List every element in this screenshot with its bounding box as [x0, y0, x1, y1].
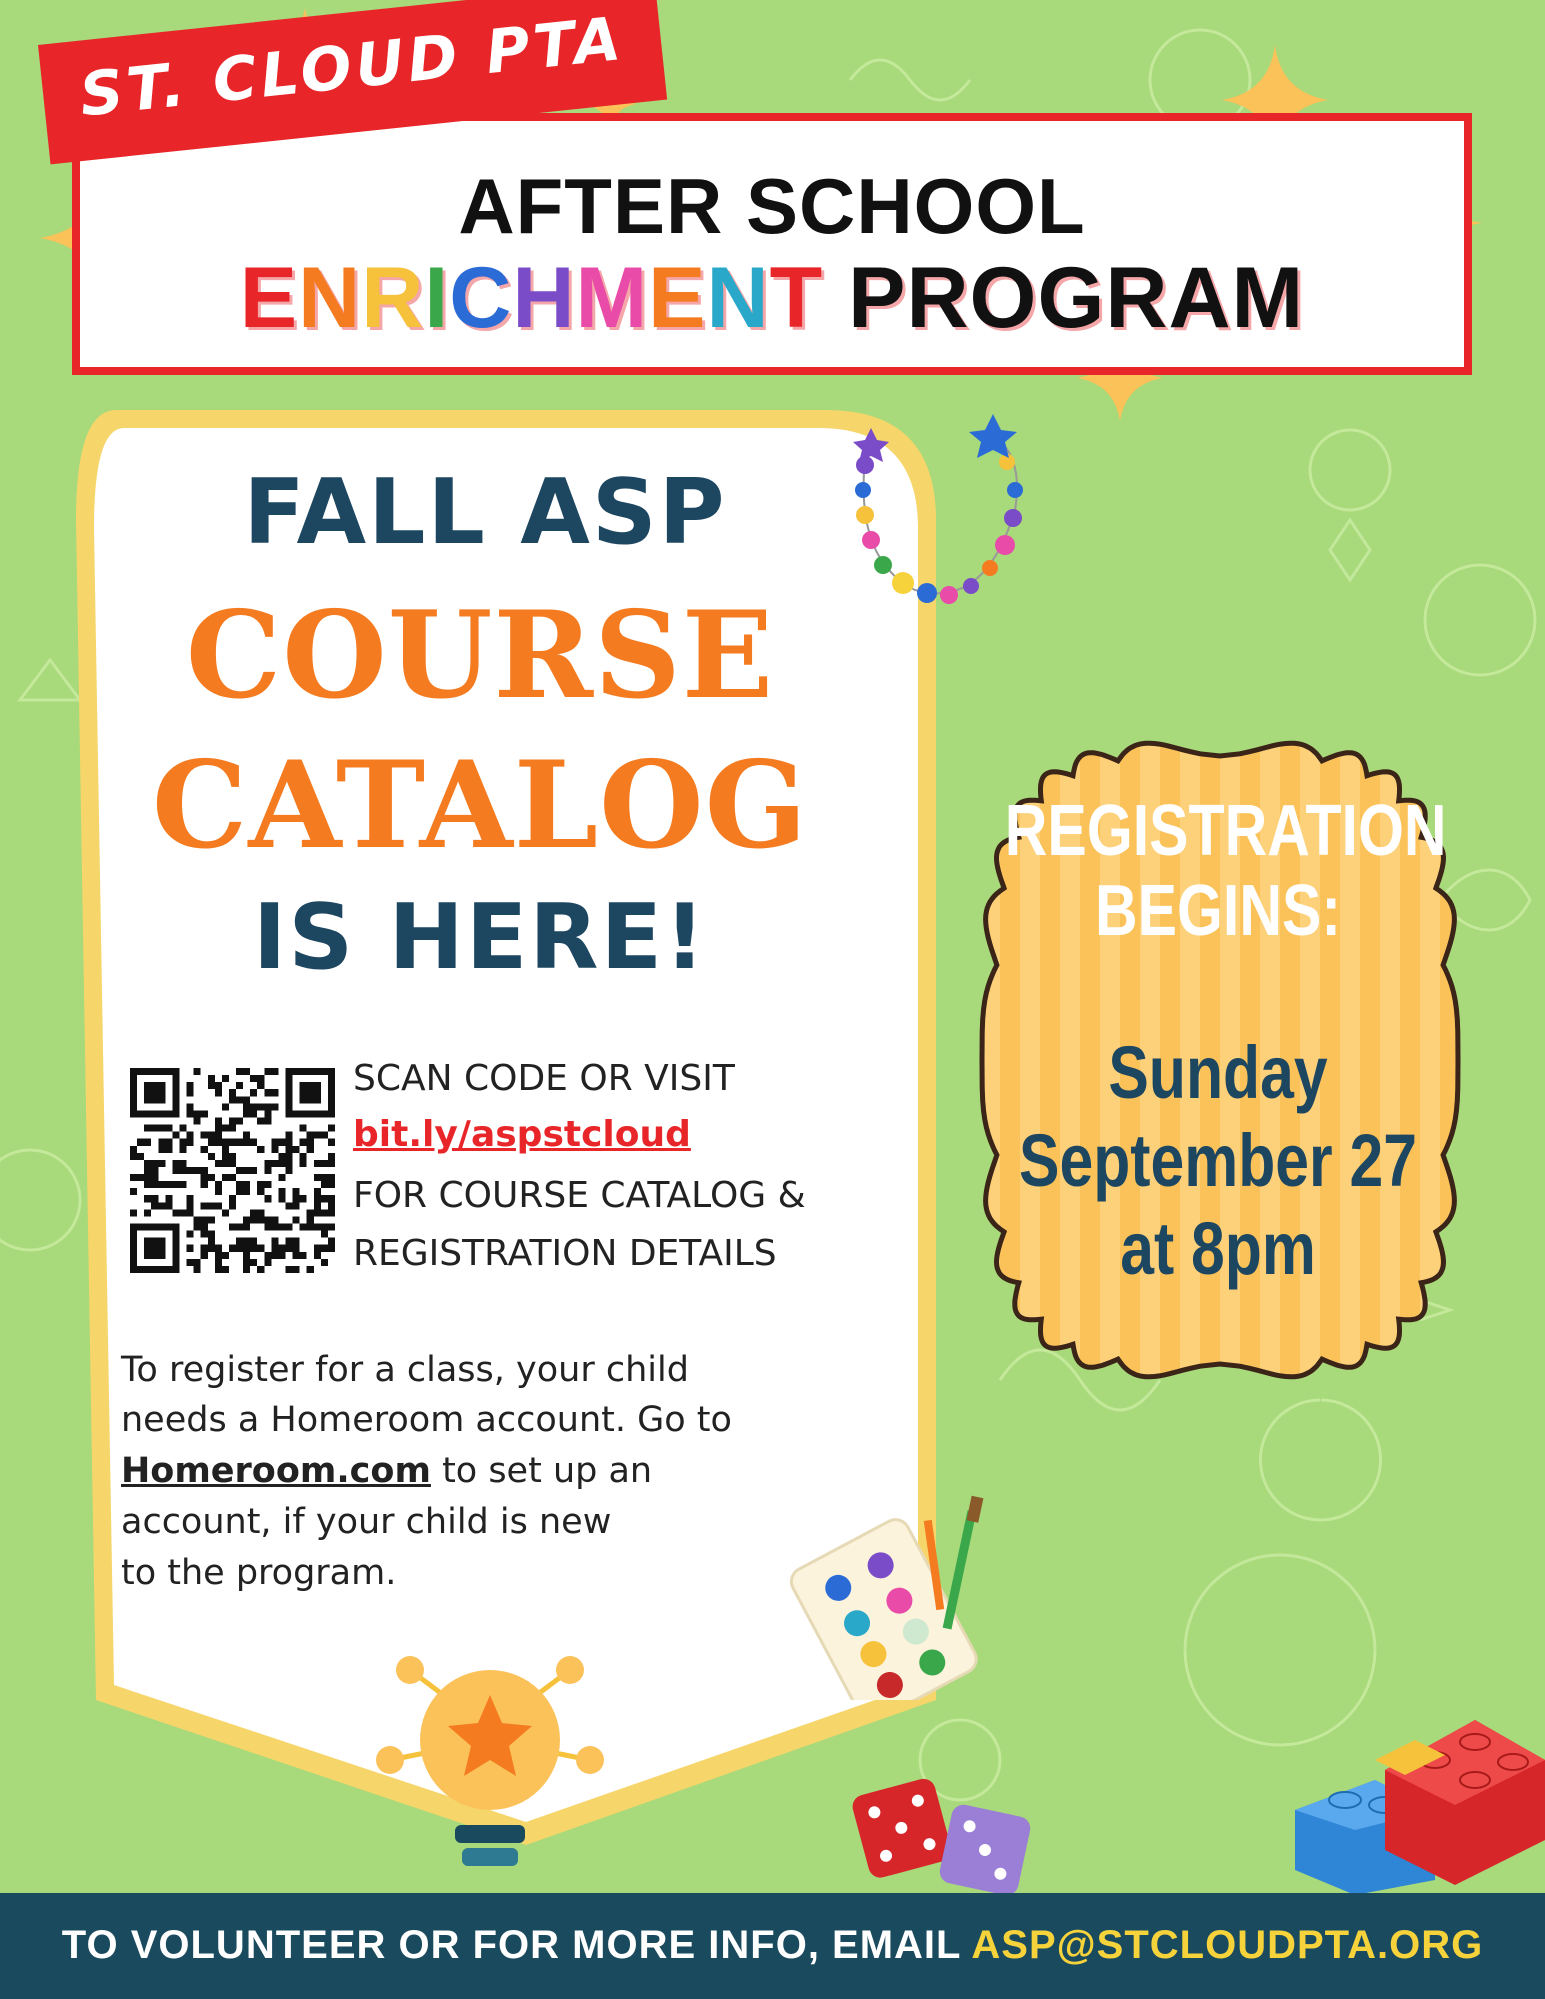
scan-purpose-line2: REGISTRATION DETAILS — [353, 1233, 777, 1274]
pta-banner-text: ST. CLOUD PTA — [76, 3, 628, 131]
register-text-line1: To register for a class, your child — [121, 1350, 689, 1390]
enrichment-letter: R — [361, 250, 425, 346]
enrichment-letter: E — [648, 250, 707, 346]
register-text-line5: to the program. — [121, 1553, 397, 1593]
enrichment-letter: N — [706, 250, 770, 346]
lightbulb-star-icon — [370, 1640, 610, 1890]
badge-begins: BEGINS: — [1094, 871, 1342, 951]
scan-instruction: SCAN CODE OR VISIT — [353, 1058, 735, 1099]
qr-code-icon[interactable] — [130, 1068, 335, 1273]
title-program-word: PROGRAM — [848, 250, 1305, 346]
scan-purpose-line1: FOR COURSE CATALOG & — [353, 1175, 806, 1216]
enrichment-letter: H — [512, 250, 576, 346]
catalog-link[interactable]: bit.ly/aspstcloud — [353, 1114, 691, 1155]
paint-palette-icon — [780, 1490, 1010, 1700]
card-heading-catalog: CATALOG — [151, 735, 809, 876]
title-enrichment-program — [80, 249, 1464, 348]
enrichment-letter: C — [449, 250, 513, 346]
register-text-line4: account, if your child is new — [121, 1502, 612, 1542]
enrichment-letter: N — [298, 250, 362, 346]
badge-date: September 27 — [1019, 1119, 1417, 1202]
card-heading-course: COURSE — [185, 585, 775, 726]
homeroom-link[interactable]: Homeroom.com — [121, 1451, 431, 1491]
enrichment-letter: I — [424, 250, 450, 346]
register-text-line3 — [121, 1451, 652, 1491]
register-text-line2: needs a Homeroom account. Go to — [121, 1400, 732, 1440]
enrichment-letter: E — [239, 250, 299, 346]
footer-text — [0, 1923, 1545, 1968]
title-after-school: AFTER SCHOOL — [458, 162, 1086, 250]
card-heading-fall-asp: FALL ASP — [243, 460, 727, 565]
badge-day: Sunday — [1108, 1031, 1328, 1114]
register-text-line3-rest: to set up an — [430, 1451, 653, 1491]
building-blocks-icon — [1285, 1700, 1545, 1895]
title-enrichment-word — [240, 250, 848, 346]
enrichment-letter: T — [769, 250, 824, 346]
footer-message: TO VOLUNTEER OR FOR MORE INFO, EMAIL — [61, 1923, 972, 1967]
badge-time: at 8pm — [1120, 1207, 1316, 1290]
card-heading-is-here: IS HERE! — [252, 885, 708, 990]
enrichment-letter: M — [575, 250, 649, 346]
title-box — [72, 113, 1472, 375]
footer-email-link[interactable]: ASP@STCLOUDPTA.ORG — [971, 1923, 1484, 1967]
dice-icon — [850, 1770, 1040, 1900]
badge-registration: REGISTRATION — [1004, 791, 1447, 871]
footer-bar — [0, 1893, 1545, 1999]
